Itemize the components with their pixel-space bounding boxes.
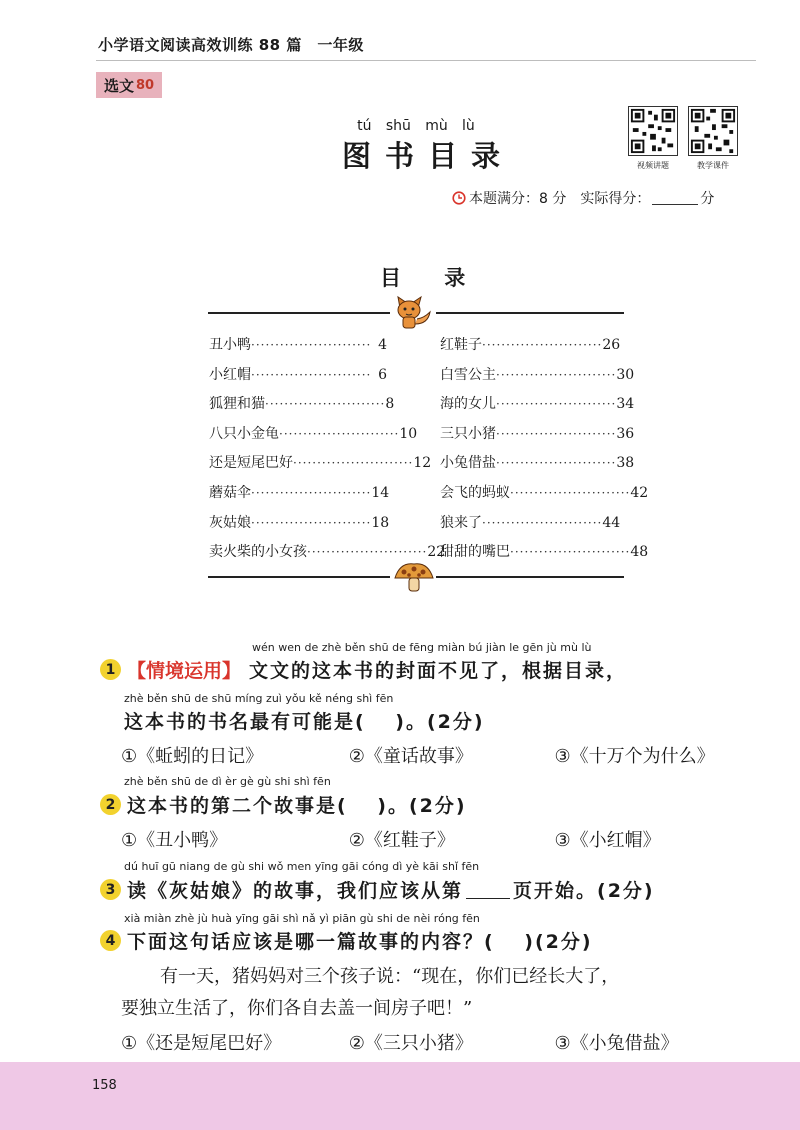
toc-entry-name: 蘑菇伞 (209, 484, 251, 501)
toc-entry-page: 34 (616, 396, 635, 413)
toc-entry-page: 30 (616, 366, 635, 383)
toc-entry[interactable] (209, 541, 446, 571)
question-3 (100, 876, 655, 903)
score-actual-label: 实际得分： (580, 191, 651, 207)
toc-entry-page: 26 (602, 337, 621, 353)
toc-entry[interactable] (440, 452, 635, 482)
q1-pinyin-line2: zhè běn shū de shū míng zuì yǒu kě néng shì fēn (124, 692, 394, 705)
toc-dots: ························· (496, 397, 617, 412)
q3-text-before: 读《灰姑娘》的故事，我们应该从第 (127, 880, 464, 902)
toc-entry-name: 狐狸和猫 (209, 396, 265, 413)
question-1-line2 (124, 707, 485, 734)
q1-option-3[interactable]: ③《十万个为什么》 (554, 746, 715, 767)
q2-number: 2 (100, 794, 121, 815)
q4-options (121, 1029, 679, 1055)
toc-dots: ························· (279, 426, 400, 441)
toc-entry-name: 会飞的蚂蚁 (440, 484, 510, 501)
toc-entry-page: 6 (378, 366, 387, 383)
q1-pinyin-line1: wén wen de zhè běn shū de fēng miàn bú jiàn le gēn jù mù lù (252, 641, 592, 654)
toc-entry[interactable] (440, 512, 621, 542)
section-tag-label: 选文 (104, 76, 135, 95)
question-4 (100, 927, 593, 954)
toc-entry[interactable] (440, 423, 635, 453)
qr-code-video[interactable] (628, 106, 681, 171)
toc-dots: ························· (251, 485, 372, 500)
toc-dots: ························· (496, 367, 617, 382)
toc-entry[interactable] (440, 334, 621, 364)
toc-bottom-rule-right (436, 576, 624, 578)
section-tag (96, 72, 162, 98)
title-pinyin-2: shū (385, 118, 411, 134)
toc-dots: ························· (251, 515, 372, 530)
q4-number: 4 (100, 930, 121, 951)
book-title: 小学语文阅读高效训练 88 篇 一年级 (98, 36, 364, 54)
toc-dots: ························· (496, 456, 617, 471)
toc-entry-page: 48 (630, 544, 649, 561)
toc-entry-name: 丑小鸭 (209, 337, 251, 353)
qr-label-courseware: 教学课件 (697, 161, 729, 170)
toc-dots: ························· (482, 338, 603, 352)
q2-option-1[interactable]: ①《丑小鸭》 (121, 830, 228, 851)
toc-dots: ························· (510, 545, 631, 560)
toc-dots: ························· (482, 515, 603, 530)
q2-option-2[interactable]: ②《红鞋子》 (348, 830, 455, 851)
toc-dots: ························· (293, 456, 414, 471)
q4-story-line1: 有一天，猪妈妈对三个孩子说：“现在，你们已经长大了， (160, 966, 620, 987)
q3-text-after: 页开始。(2分) (513, 880, 655, 902)
toc-dots: ························· (307, 545, 428, 560)
toc-entry-page: 38 (616, 455, 635, 472)
toc-entry[interactable] (440, 482, 649, 512)
toc-entry-name: 甜甜的嘴巴 (440, 544, 510, 561)
toc-entry-page: 10 (399, 425, 418, 442)
score-unit: 分 (700, 191, 715, 207)
toc-entry-page: 44 (602, 514, 621, 531)
qr-code-icon (628, 106, 678, 156)
q2-text: 这本书的第二个故事是( )。(2分) (127, 795, 467, 817)
q4-pinyin: xià miàn zhè jù huà yīng gāi shì nǎ yì piān gù shi de nèi róng fēn (124, 912, 480, 925)
toc-entry-page: 4 (378, 337, 387, 353)
toc-entry-name: 红鞋子 (440, 337, 482, 353)
toc-top-rule-left (208, 312, 390, 314)
toc-entry-page: 36 (616, 425, 635, 442)
toc-entry[interactable] (440, 541, 649, 571)
q4-option-2[interactable]: ②《三只小猪》 (348, 1033, 473, 1054)
fox-icon (394, 294, 434, 330)
q1-option-2[interactable]: ②《童话故事》 (348, 746, 473, 767)
q4-option-1[interactable]: ①《还是短尾巴好》 (121, 1033, 282, 1054)
toc-entry-name: 小兔借盐 (440, 455, 496, 472)
title-pinyin-4: lù (462, 118, 475, 134)
toc-entry-page: 14 (371, 484, 390, 501)
q3-pinyin: dú huī gū niang de gù shi wǒ men yīng gāi cóng dì yè kāi shǐ fēn (124, 860, 480, 873)
toc-entry[interactable] (209, 393, 395, 423)
toc-entry-name: 海的女儿 (440, 396, 496, 413)
toc-title: 目 录 (380, 266, 484, 290)
toc-dots: ························· (265, 397, 386, 412)
header-divider (96, 60, 756, 61)
score-full: 本题满分：8 分 (469, 191, 567, 207)
qr-label-video: 视频讲题 (637, 161, 669, 170)
toc-entry[interactable] (209, 334, 387, 364)
toc-entry-name: 狼来了 (440, 514, 482, 531)
qr-code-courseware[interactable] (688, 106, 741, 171)
toc-entry[interactable] (440, 393, 635, 423)
toc-entry-name: 卖火柴的小女孩 (209, 544, 307, 561)
q3-answer-blank[interactable] (466, 880, 510, 899)
question-1 (100, 656, 627, 683)
toc-entry-page: 42 (630, 484, 649, 501)
toc-dots: ························· (251, 338, 372, 352)
toc-entry-name: 白雪公主 (440, 366, 496, 383)
q1-number: 1 (100, 659, 121, 680)
toc-bottom-rule-left (208, 576, 390, 578)
toc-entry[interactable] (209, 482, 390, 512)
toc-entry-page: 12 (413, 455, 432, 472)
toc-left-column (209, 334, 446, 571)
toc-entry-name: 八只小金龟 (209, 425, 279, 442)
toc-entry-page: 8 (385, 396, 395, 413)
toc-entry[interactable] (209, 364, 387, 394)
toc-entry-name: 灰姑娘 (209, 514, 251, 531)
q1-option-1[interactable]: ①《蚯蚓的日记》 (121, 746, 264, 767)
q2-options (121, 826, 661, 852)
q3-number: 3 (100, 879, 121, 900)
page-number: 158 (92, 1078, 117, 1093)
section-tag-number: 80 (136, 77, 155, 93)
question-2 (100, 791, 467, 818)
q4-story-line2: 要独立生活了，你们各自去盖一间房子吧！” (121, 998, 473, 1019)
toc-entry-name: 还是短尾巴好 (209, 455, 293, 472)
title-pinyin (350, 118, 482, 134)
q1-options (121, 742, 715, 768)
q1-tag: 【情境运用】 (127, 660, 242, 682)
qr-code-icon (688, 106, 738, 156)
toc-entry-page: 22 (427, 544, 446, 561)
q4-option-3[interactable]: ③《小兔借盐》 (554, 1033, 679, 1054)
q2-pinyin: zhè běn shū de dì èr gè gù shi shì fēn (124, 775, 331, 788)
q2-option-3[interactable]: ③《小红帽》 (554, 830, 661, 851)
q1-text-line2: 这本书的书名最有可能是( )。(2分) (124, 711, 485, 733)
article-title: 图书目录 (342, 139, 515, 173)
mushroom-icon (392, 560, 436, 594)
title-pinyin-1: tú (357, 118, 372, 134)
toc-entry[interactable] (440, 364, 635, 394)
toc-entry-name: 小红帽 (209, 366, 251, 383)
footer-band (0, 1062, 800, 1130)
toc-dots: ························· (510, 485, 631, 500)
toc-top-rule-right (436, 312, 624, 314)
toc-dots: ························· (496, 426, 617, 441)
toc-dots: ························· (251, 367, 372, 382)
toc-right-column (440, 334, 649, 571)
score-line (452, 188, 714, 208)
score-blank[interactable] (652, 192, 698, 205)
toc-entry-page: 18 (371, 514, 390, 531)
title-pinyin-3: mù (425, 118, 448, 134)
toc-entry[interactable] (209, 452, 432, 482)
toc-entry[interactable] (209, 423, 418, 453)
q4-text: 下面这句话应该是哪一篇故事的内容？( )(2分) (127, 931, 593, 953)
clock-icon (452, 191, 466, 205)
q1-text-line1: 文文的这本书的封面不见了，根据目录， (249, 660, 628, 682)
toc-entry[interactable] (209, 512, 390, 542)
toc-entry-name: 三只小猪 (440, 425, 496, 442)
